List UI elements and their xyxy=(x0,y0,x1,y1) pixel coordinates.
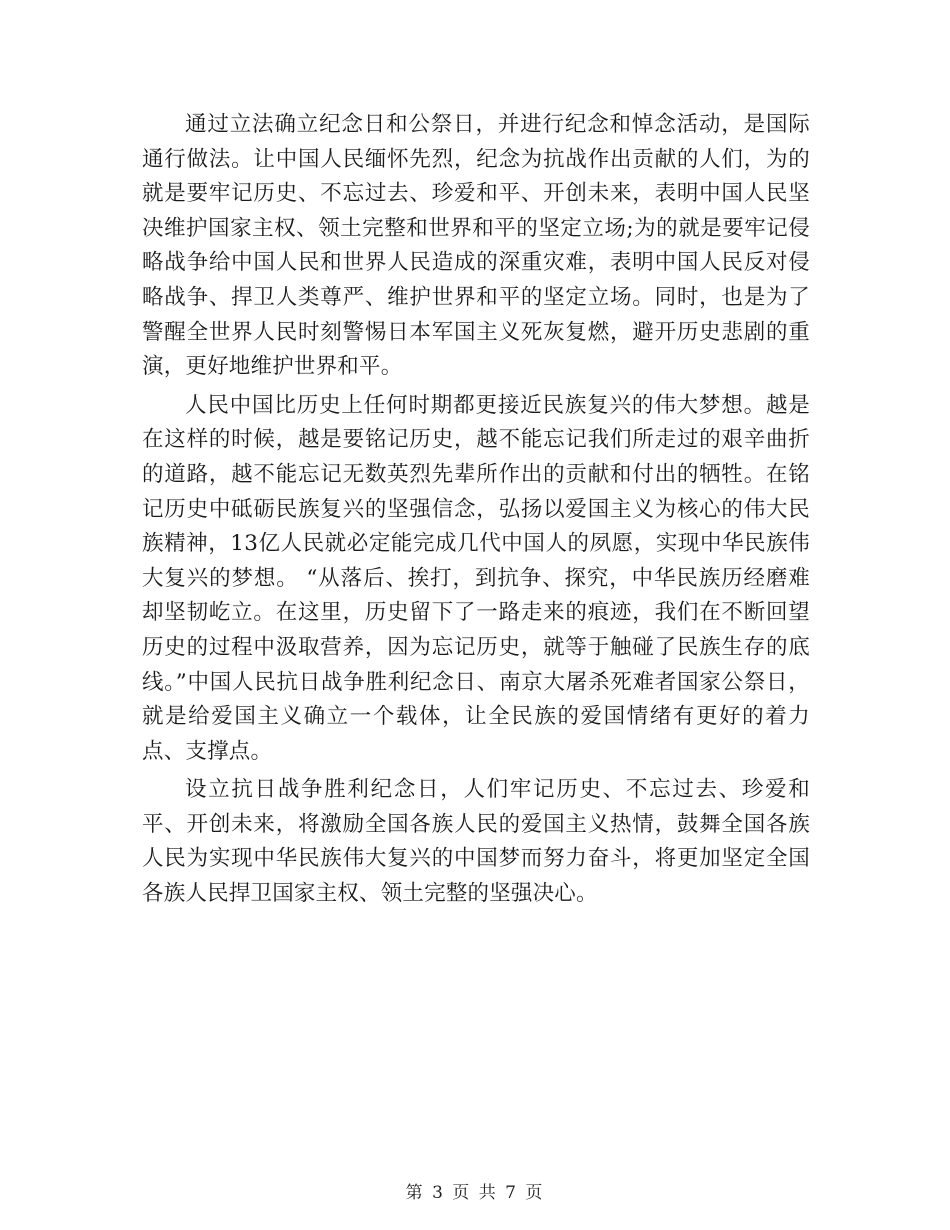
document-body xyxy=(142,108,810,916)
page-footer xyxy=(0,1178,950,1203)
paragraph-1: 通过立法确立纪念日和公祭日，并进行纪念和悼念活动，是国际通行做法。让中国人民缅怀先烈，纪念为抗战作出贡献的人们，为的就是要牢记历史、不忘过去、珍爱和平、开创未来，表明中国人民坚决维护国家主权、领土完整和世界和平的坚定立场;为的就是要牢记侵略战争给中国人民和世界人民造成的深重灾难，表明中国人民反对侵略战争、捍卫人类尊严、维护世界和平的坚定立场。同时，也是为了警醒全世界人民时刻警惕日本军国主义死灰复燃，避开历史悲剧的重演，更好地维护世界和平。 xyxy=(142,112,810,380)
page-number: 第 3 页 共 7 页 xyxy=(405,1183,545,1203)
paragraph-3: 设立抗日战争胜利纪念日，人们牢记历史、不忘过去、珍爱和平、开创未来，将激励全国各族人民的爱国主义热情，鼓舞全国各族人民为实现中华民族伟大复兴的中国梦而努力奋斗，将更加坚定全国各族人民捍卫国家主权、领土完整的坚强决心。 xyxy=(142,777,810,907)
paragraph-2: 人民中国比历史上任何时期都更接近民族复兴的伟大梦想。越是在这样的时候，越是要铭记历史，越不能忘记我们所走过的艰辛曲折的道路，越不能忘记无数英烈先辈所作出的贡献和付出的牺牲。在铭记历史中砥砺民族复兴的坚强信念，弘扬以爱国主义为核心的伟大民族精神，13亿人民就必定能完成几代中国人的夙愿，实现中华民族伟大复兴的梦想。 “从落后、挨打，到抗争、探究，中华民族历经磨难却坚韧屹立。在这里，历史留下了一路走来的痕迹，我们在不断回望历史的过程中汲取营养，因为忘记历史，就等于触碰了民族生存的底线。”中国人民抗日战争胜利纪念日、南京大屠杀死难者国家公祭日，就是给爱国主义确立一个载体，让全民族的爱国情绪有更好的着力点、支撑点。 xyxy=(142,392,810,764)
